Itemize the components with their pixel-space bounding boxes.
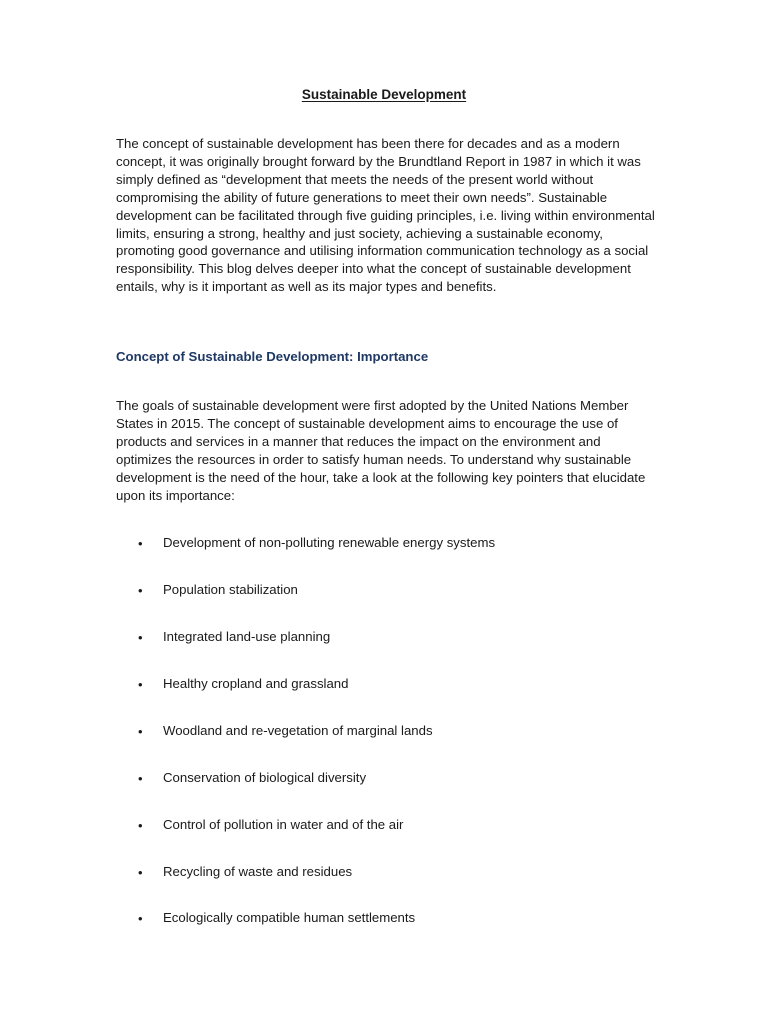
list-item bbox=[0, 720, 768, 740]
list-item bbox=[0, 907, 768, 927]
bullet-icon: • bbox=[138, 630, 143, 645]
bullet-icon: • bbox=[138, 677, 143, 692]
list-item bbox=[0, 532, 768, 552]
intro-paragraph: The concept of sustainable development has been there for decades and as a modern concept, it was originally brought forward by the Brundtland Report in 1987 in which it was simply defined as “development that meets the needs of the present world without compromising the ability of future generations to meet their own needs”. Sustainable development can be facilitated through five guiding principles, i.e. living within environmental limits, ensuring a strong, healthy and just society, achieving a sustainable economy, promoting good governance and utilising information communication technology as a social responsibility. This blog delves deeper into what the concept of sustainable development entails, why is it important as well as its major types and benefits. bbox=[116, 136, 655, 295]
list-item-text: Conservation of biological diversity bbox=[163, 770, 367, 785]
list-item-text: Integrated land-use planning bbox=[163, 629, 331, 644]
list-item-text: Woodland and re-vegetation of marginal lands bbox=[163, 723, 433, 738]
list-item-text: Healthy cropland and grassland bbox=[163, 676, 349, 691]
list-item bbox=[0, 673, 768, 693]
bullet-icon: • bbox=[138, 865, 143, 880]
section-heading: Concept of Sustainable Development: Importance bbox=[116, 349, 429, 364]
list-item bbox=[0, 626, 768, 646]
document-title: Sustainable Development bbox=[301, 87, 467, 102]
bullet-icon: • bbox=[138, 724, 143, 739]
list-item-text: Population stabilization bbox=[163, 582, 298, 597]
list-item bbox=[0, 861, 768, 881]
list-item bbox=[0, 767, 768, 787]
list-item bbox=[0, 579, 768, 599]
list-item bbox=[0, 814, 768, 834]
list-item-text: Development of non-polluting renewable energy systems bbox=[163, 535, 496, 550]
bullet-icon: • bbox=[138, 536, 143, 551]
bullet-icon: • bbox=[138, 818, 143, 833]
bullet-icon: • bbox=[138, 771, 143, 786]
list-item-text: Recycling of waste and residues bbox=[163, 864, 353, 879]
section-paragraph: The goals of sustainable development were first adopted by the United Nations Member States in 2015. The concept of sustainable development aims to encourage the use of products and services in a manner that reduces the impact on the environment and optimizes the resources in order to satisfy human needs. To understand why sustainable development is the need of the hour, take a look at the following key pointers that elucidate upon its importance: bbox=[116, 398, 646, 503]
bullet-icon: • bbox=[138, 911, 143, 926]
list-item-text: Control of pollution in water and of the air bbox=[163, 817, 404, 832]
list-item-text: Ecologically compatible human settlements bbox=[163, 910, 416, 925]
bullet-icon: • bbox=[138, 583, 143, 598]
